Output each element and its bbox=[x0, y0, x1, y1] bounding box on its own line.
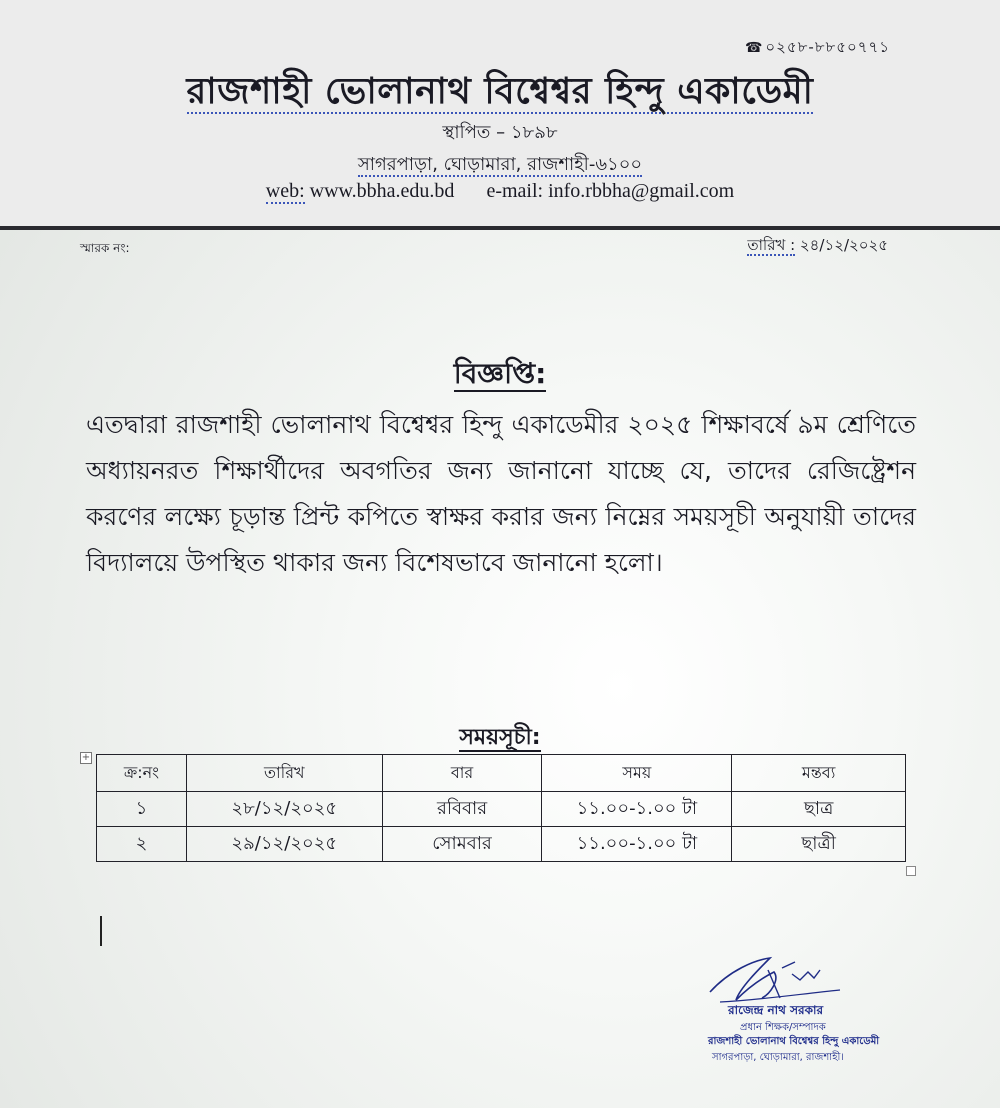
letter-date bbox=[747, 234, 888, 259]
email-address: info.rbbha@gmail.com bbox=[548, 180, 735, 202]
memo-number: স্মারক নং: bbox=[80, 241, 130, 255]
table-row bbox=[97, 827, 906, 862]
web-url: www.bbha.edu.bd bbox=[309, 180, 455, 202]
table-move-handle-icon[interactable]: + bbox=[81, 752, 91, 763]
signatory-role: প্রধান শিক্ষক/সম্পাদক bbox=[740, 1022, 826, 1033]
date-label: তারিখ : bbox=[747, 236, 796, 254]
cell-day[interactable]: সোমবার bbox=[382, 827, 542, 862]
text-cursor bbox=[100, 916, 102, 946]
col-remarks[interactable]: মন্তব্য bbox=[732, 755, 906, 792]
cell-time[interactable]: ১১.০০-১.০০ টা bbox=[542, 827, 732, 862]
notice-title-text: বিজ্ঞপ্তি: bbox=[453, 357, 547, 390]
email-label: e-mail: bbox=[486, 180, 544, 202]
address-text: সাগরপাড়া, ঘোড়ামারা, রাজশাহী-৬১০০ bbox=[357, 154, 643, 175]
cell-remarks[interactable]: ছাত্রী bbox=[732, 827, 906, 862]
cell-time[interactable]: ১১.০০-১.০০ টা bbox=[542, 792, 732, 827]
signatory-name: রাজেন্দ্র নাথ সরকার bbox=[728, 1003, 824, 1017]
school-name bbox=[0, 64, 1000, 124]
header-divider bbox=[0, 226, 1000, 230]
table-row bbox=[97, 792, 906, 827]
schedule-table[interactable] bbox=[96, 754, 906, 862]
phone-icon: ☎ bbox=[744, 40, 764, 56]
cell-serial[interactable]: ২ bbox=[97, 827, 187, 862]
phone-number bbox=[745, 36, 890, 61]
date-value: ২৪/১২/২০২৫ bbox=[799, 236, 888, 254]
school-name-text: রাজশাহী ভোলানাথ বিশ্বেশ্বর হিন্দু একাডেমী bbox=[186, 71, 814, 112]
cell-day[interactable]: রবিবার bbox=[382, 792, 542, 827]
cell-serial[interactable]: ১ bbox=[97, 792, 187, 827]
schedule-title bbox=[0, 720, 1000, 757]
cell-remarks[interactable]: ছাত্র bbox=[732, 792, 906, 827]
cell-date[interactable]: ২৯/১২/২০২৫ bbox=[186, 827, 382, 862]
table-header-row bbox=[97, 755, 906, 792]
phone-text: ০২৫৮-৮৮৫০৭৭১ bbox=[765, 38, 890, 56]
col-serial[interactable]: ক্র:নং bbox=[97, 755, 187, 792]
signatory-address: সাগরপাড়া, ঘোড়ামারা, রাজশাহী। bbox=[712, 1052, 844, 1063]
contact-line bbox=[0, 180, 1000, 203]
established-year: স্থাপিত – ১৮৯৮ bbox=[442, 122, 558, 143]
table-resize-handle-icon[interactable] bbox=[906, 866, 916, 876]
signatory-org: রাজশাহী ভোলানাথ বিশ্বেশ্বর হিন্দু একাডেমী bbox=[708, 1036, 880, 1047]
col-date[interactable]: তারিখ bbox=[186, 755, 382, 792]
cell-date[interactable]: ২৮/১২/২০২৫ bbox=[186, 792, 382, 827]
col-day[interactable]: বার bbox=[382, 755, 542, 792]
notice-body[interactable]: এতদ্বারা রাজশাহী ভোলানাথ বিশ্বেশ্বর হিন্দু একাডেমীর ২০২৫ শিক্ষাবর্ষে ৯ম শ্রেণিতে অধ্যায়নরত শিক্ষার্থীদের অবগতির জন্য জানানো যাচ্ছে যে, তাদের রেজিষ্ট্রেশন করণের লক্ষ্যে চূড়ান্ত প্রিন্ট কপিতে স্বাক্ষর করার জন্য নিম্নের সময়সূচী অনুযায়ী তাদের বিদ্যালয়ে উপস্থিত থাকার জন্য বিশেষভাবে জানানো হলো। bbox=[86, 410, 916, 577]
col-time[interactable]: সময় bbox=[542, 755, 732, 792]
school-address bbox=[0, 150, 1000, 181]
schedule-title-text: সময়সূচী: bbox=[459, 725, 541, 750]
notice-title bbox=[0, 352, 1000, 399]
web-label: web: bbox=[265, 180, 305, 202]
